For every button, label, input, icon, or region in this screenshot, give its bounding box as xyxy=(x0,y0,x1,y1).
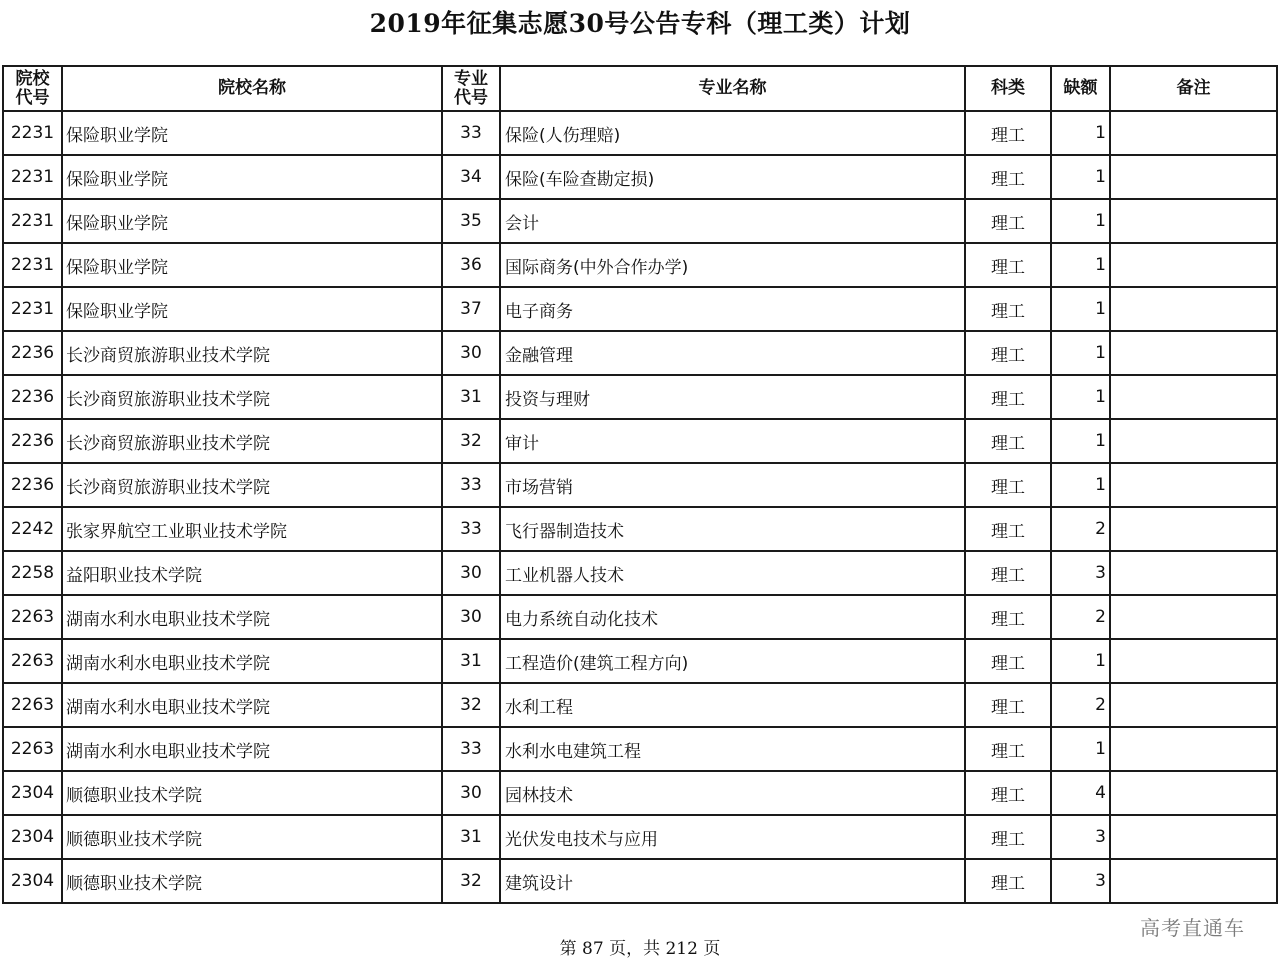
cell-category: 理工 xyxy=(965,375,1051,419)
cell-major-code: 34 xyxy=(442,155,500,199)
cell-major-name: 保险(人伤理赔) xyxy=(500,111,965,155)
cell-major-code: 32 xyxy=(442,683,500,727)
cell-note xyxy=(1110,771,1277,815)
cell-category: 理工 xyxy=(965,595,1051,639)
cell-school-code: 2304 xyxy=(3,859,62,903)
table-row xyxy=(3,551,1277,595)
cell-school-code: 2263 xyxy=(3,639,62,683)
cell-quota: 1 xyxy=(1051,243,1110,287)
cell-major-code: 31 xyxy=(442,815,500,859)
cell-major-code: 32 xyxy=(442,419,500,463)
page-footer: 第 87 页，共 212 页 xyxy=(559,939,721,959)
cell-major-name: 国际商务(中外合作办学) xyxy=(500,243,965,287)
cell-major-name: 审计 xyxy=(500,419,965,463)
cell-major-code: 36 xyxy=(442,243,500,287)
cell-school-name: 湖南水利水电职业技术学院 xyxy=(62,683,442,727)
cell-major-code: 35 xyxy=(442,199,500,243)
header-major-code: 专业 代号 xyxy=(442,66,500,111)
cell-major-code: 33 xyxy=(442,507,500,551)
table-row xyxy=(3,419,1277,463)
cell-school-name: 保险职业学院 xyxy=(62,155,442,199)
cell-category: 理工 xyxy=(965,683,1051,727)
cell-quota: 1 xyxy=(1051,199,1110,243)
table-row xyxy=(3,375,1277,419)
cell-major-code: 33 xyxy=(442,727,500,771)
cell-category: 理工 xyxy=(965,199,1051,243)
cell-school-code: 2242 xyxy=(3,507,62,551)
cell-note xyxy=(1110,331,1277,375)
cell-school-name: 顺德职业技术学院 xyxy=(62,859,442,903)
cell-school-code: 2236 xyxy=(3,463,62,507)
table-row xyxy=(3,155,1277,199)
cell-quota: 1 xyxy=(1051,727,1110,771)
cell-category: 理工 xyxy=(965,287,1051,331)
cell-major-code: 32 xyxy=(442,859,500,903)
cell-quota: 1 xyxy=(1051,463,1110,507)
table-row xyxy=(3,287,1277,331)
cell-category: 理工 xyxy=(965,155,1051,199)
cell-note xyxy=(1110,683,1277,727)
cell-major-name: 水利工程 xyxy=(500,683,965,727)
table-row xyxy=(3,199,1277,243)
table-row xyxy=(3,463,1277,507)
cell-quota: 2 xyxy=(1051,683,1110,727)
cell-major-name: 市场营销 xyxy=(500,463,965,507)
cell-category: 理工 xyxy=(965,331,1051,375)
cell-major-code: 30 xyxy=(442,331,500,375)
cell-school-code: 2263 xyxy=(3,683,62,727)
cell-note xyxy=(1110,463,1277,507)
cell-school-name: 保险职业学院 xyxy=(62,199,442,243)
cell-quota: 4 xyxy=(1051,771,1110,815)
header-major-name: 专业名称 xyxy=(500,66,965,111)
cell-school-name: 保险职业学院 xyxy=(62,243,442,287)
cell-major-code: 30 xyxy=(442,595,500,639)
cell-note xyxy=(1110,155,1277,199)
cell-school-code: 2231 xyxy=(3,155,62,199)
cell-school-name: 益阳职业技术学院 xyxy=(62,551,442,595)
header-category: 科类 xyxy=(965,66,1051,111)
cell-note xyxy=(1110,507,1277,551)
cell-quota: 1 xyxy=(1051,287,1110,331)
cell-category: 理工 xyxy=(965,815,1051,859)
cell-note xyxy=(1110,419,1277,463)
table-row xyxy=(3,243,1277,287)
cell-major-name: 园林技术 xyxy=(500,771,965,815)
cell-major-code: 33 xyxy=(442,463,500,507)
table-header-row xyxy=(3,66,1277,111)
cell-major-name: 光伏发电技术与应用 xyxy=(500,815,965,859)
table-row xyxy=(3,683,1277,727)
cell-note xyxy=(1110,639,1277,683)
cell-school-name: 长沙商贸旅游职业技术学院 xyxy=(62,331,442,375)
cell-quota: 2 xyxy=(1051,595,1110,639)
table-row xyxy=(3,595,1277,639)
cell-note xyxy=(1110,199,1277,243)
cell-category: 理工 xyxy=(965,111,1051,155)
cell-category: 理工 xyxy=(965,727,1051,771)
cell-quota: 1 xyxy=(1051,155,1110,199)
cell-school-code: 2236 xyxy=(3,331,62,375)
cell-category: 理工 xyxy=(965,507,1051,551)
cell-school-code: 2231 xyxy=(3,243,62,287)
table-body xyxy=(3,111,1277,903)
cell-note xyxy=(1110,287,1277,331)
cell-category: 理工 xyxy=(965,419,1051,463)
table-row xyxy=(3,639,1277,683)
cell-major-name: 金融管理 xyxy=(500,331,965,375)
cell-school-name: 张家界航空工业职业技术学院 xyxy=(62,507,442,551)
cell-school-name: 顺德职业技术学院 xyxy=(62,771,442,815)
cell-school-name: 保险职业学院 xyxy=(62,287,442,331)
cell-quota: 3 xyxy=(1051,859,1110,903)
cell-school-code: 2304 xyxy=(3,771,62,815)
cell-school-code: 2263 xyxy=(3,727,62,771)
cell-category: 理工 xyxy=(965,243,1051,287)
cell-note xyxy=(1110,111,1277,155)
cell-school-name: 湖南水利水电职业技术学院 xyxy=(62,727,442,771)
cell-note xyxy=(1110,727,1277,771)
watermark: 高考直通车 xyxy=(1140,916,1245,940)
cell-note xyxy=(1110,551,1277,595)
cell-quota: 1 xyxy=(1051,639,1110,683)
page-title: 2019年征集志愿30号公告专科（理工类）计划 xyxy=(369,9,911,38)
header-school-code: 院校 代号 xyxy=(3,66,62,111)
cell-major-code: 31 xyxy=(442,639,500,683)
cell-school-code: 2236 xyxy=(3,375,62,419)
cell-school-code: 2231 xyxy=(3,111,62,155)
cell-major-name: 投资与理财 xyxy=(500,375,965,419)
cell-school-name: 长沙商贸旅游职业技术学院 xyxy=(62,375,442,419)
cell-major-name: 水利水电建筑工程 xyxy=(500,727,965,771)
cell-major-code: 31 xyxy=(442,375,500,419)
cell-major-name: 工程造价(建筑工程方向) xyxy=(500,639,965,683)
cell-school-name: 长沙商贸旅游职业技术学院 xyxy=(62,463,442,507)
cell-major-name: 保险(车险查勘定损) xyxy=(500,155,965,199)
cell-quota: 1 xyxy=(1051,375,1110,419)
table-row xyxy=(3,111,1277,155)
cell-school-code: 2236 xyxy=(3,419,62,463)
cell-major-code: 37 xyxy=(442,287,500,331)
cell-category: 理工 xyxy=(965,639,1051,683)
cell-note xyxy=(1110,859,1277,903)
cell-school-code: 2304 xyxy=(3,815,62,859)
cell-quota: 1 xyxy=(1051,331,1110,375)
cell-school-code: 2231 xyxy=(3,287,62,331)
cell-major-code: 33 xyxy=(442,111,500,155)
cell-major-name: 电子商务 xyxy=(500,287,965,331)
cell-school-code: 2258 xyxy=(3,551,62,595)
table-row xyxy=(3,859,1277,903)
table-row xyxy=(3,507,1277,551)
table-row xyxy=(3,331,1277,375)
cell-category: 理工 xyxy=(965,771,1051,815)
cell-major-name: 飞行器制造技术 xyxy=(500,507,965,551)
cell-note xyxy=(1110,375,1277,419)
cell-school-name: 长沙商贸旅游职业技术学院 xyxy=(62,419,442,463)
cell-school-code: 2263 xyxy=(3,595,62,639)
header-quota: 缺额 xyxy=(1051,66,1110,111)
cell-note xyxy=(1110,595,1277,639)
cell-note xyxy=(1110,815,1277,859)
cell-school-name: 保险职业学院 xyxy=(62,111,442,155)
cell-quota: 3 xyxy=(1051,551,1110,595)
table-row xyxy=(3,771,1277,815)
cell-quota: 2 xyxy=(1051,507,1110,551)
cell-school-name: 顺德职业技术学院 xyxy=(62,815,442,859)
cell-major-name: 电力系统自动化技术 xyxy=(500,595,965,639)
cell-category: 理工 xyxy=(965,463,1051,507)
cell-school-name: 湖南水利水电职业技术学院 xyxy=(62,639,442,683)
table-row xyxy=(3,727,1277,771)
cell-major-code: 30 xyxy=(442,551,500,595)
cell-major-code: 30 xyxy=(442,771,500,815)
cell-category: 理工 xyxy=(965,859,1051,903)
cell-major-name: 会计 xyxy=(500,199,965,243)
cell-category: 理工 xyxy=(965,551,1051,595)
cell-school-code: 2231 xyxy=(3,199,62,243)
cell-quota: 1 xyxy=(1051,111,1110,155)
table-row xyxy=(3,815,1277,859)
cell-school-name: 湖南水利水电职业技术学院 xyxy=(62,595,442,639)
header-note: 备注 xyxy=(1110,66,1277,111)
cell-quota: 1 xyxy=(1051,419,1110,463)
header-school-name: 院校名称 xyxy=(62,66,442,111)
cell-note xyxy=(1110,243,1277,287)
cell-major-name: 工业机器人技术 xyxy=(500,551,965,595)
cell-major-name: 建筑设计 xyxy=(500,859,965,903)
cell-quota: 3 xyxy=(1051,815,1110,859)
enrollment-plan-table xyxy=(2,65,1278,904)
